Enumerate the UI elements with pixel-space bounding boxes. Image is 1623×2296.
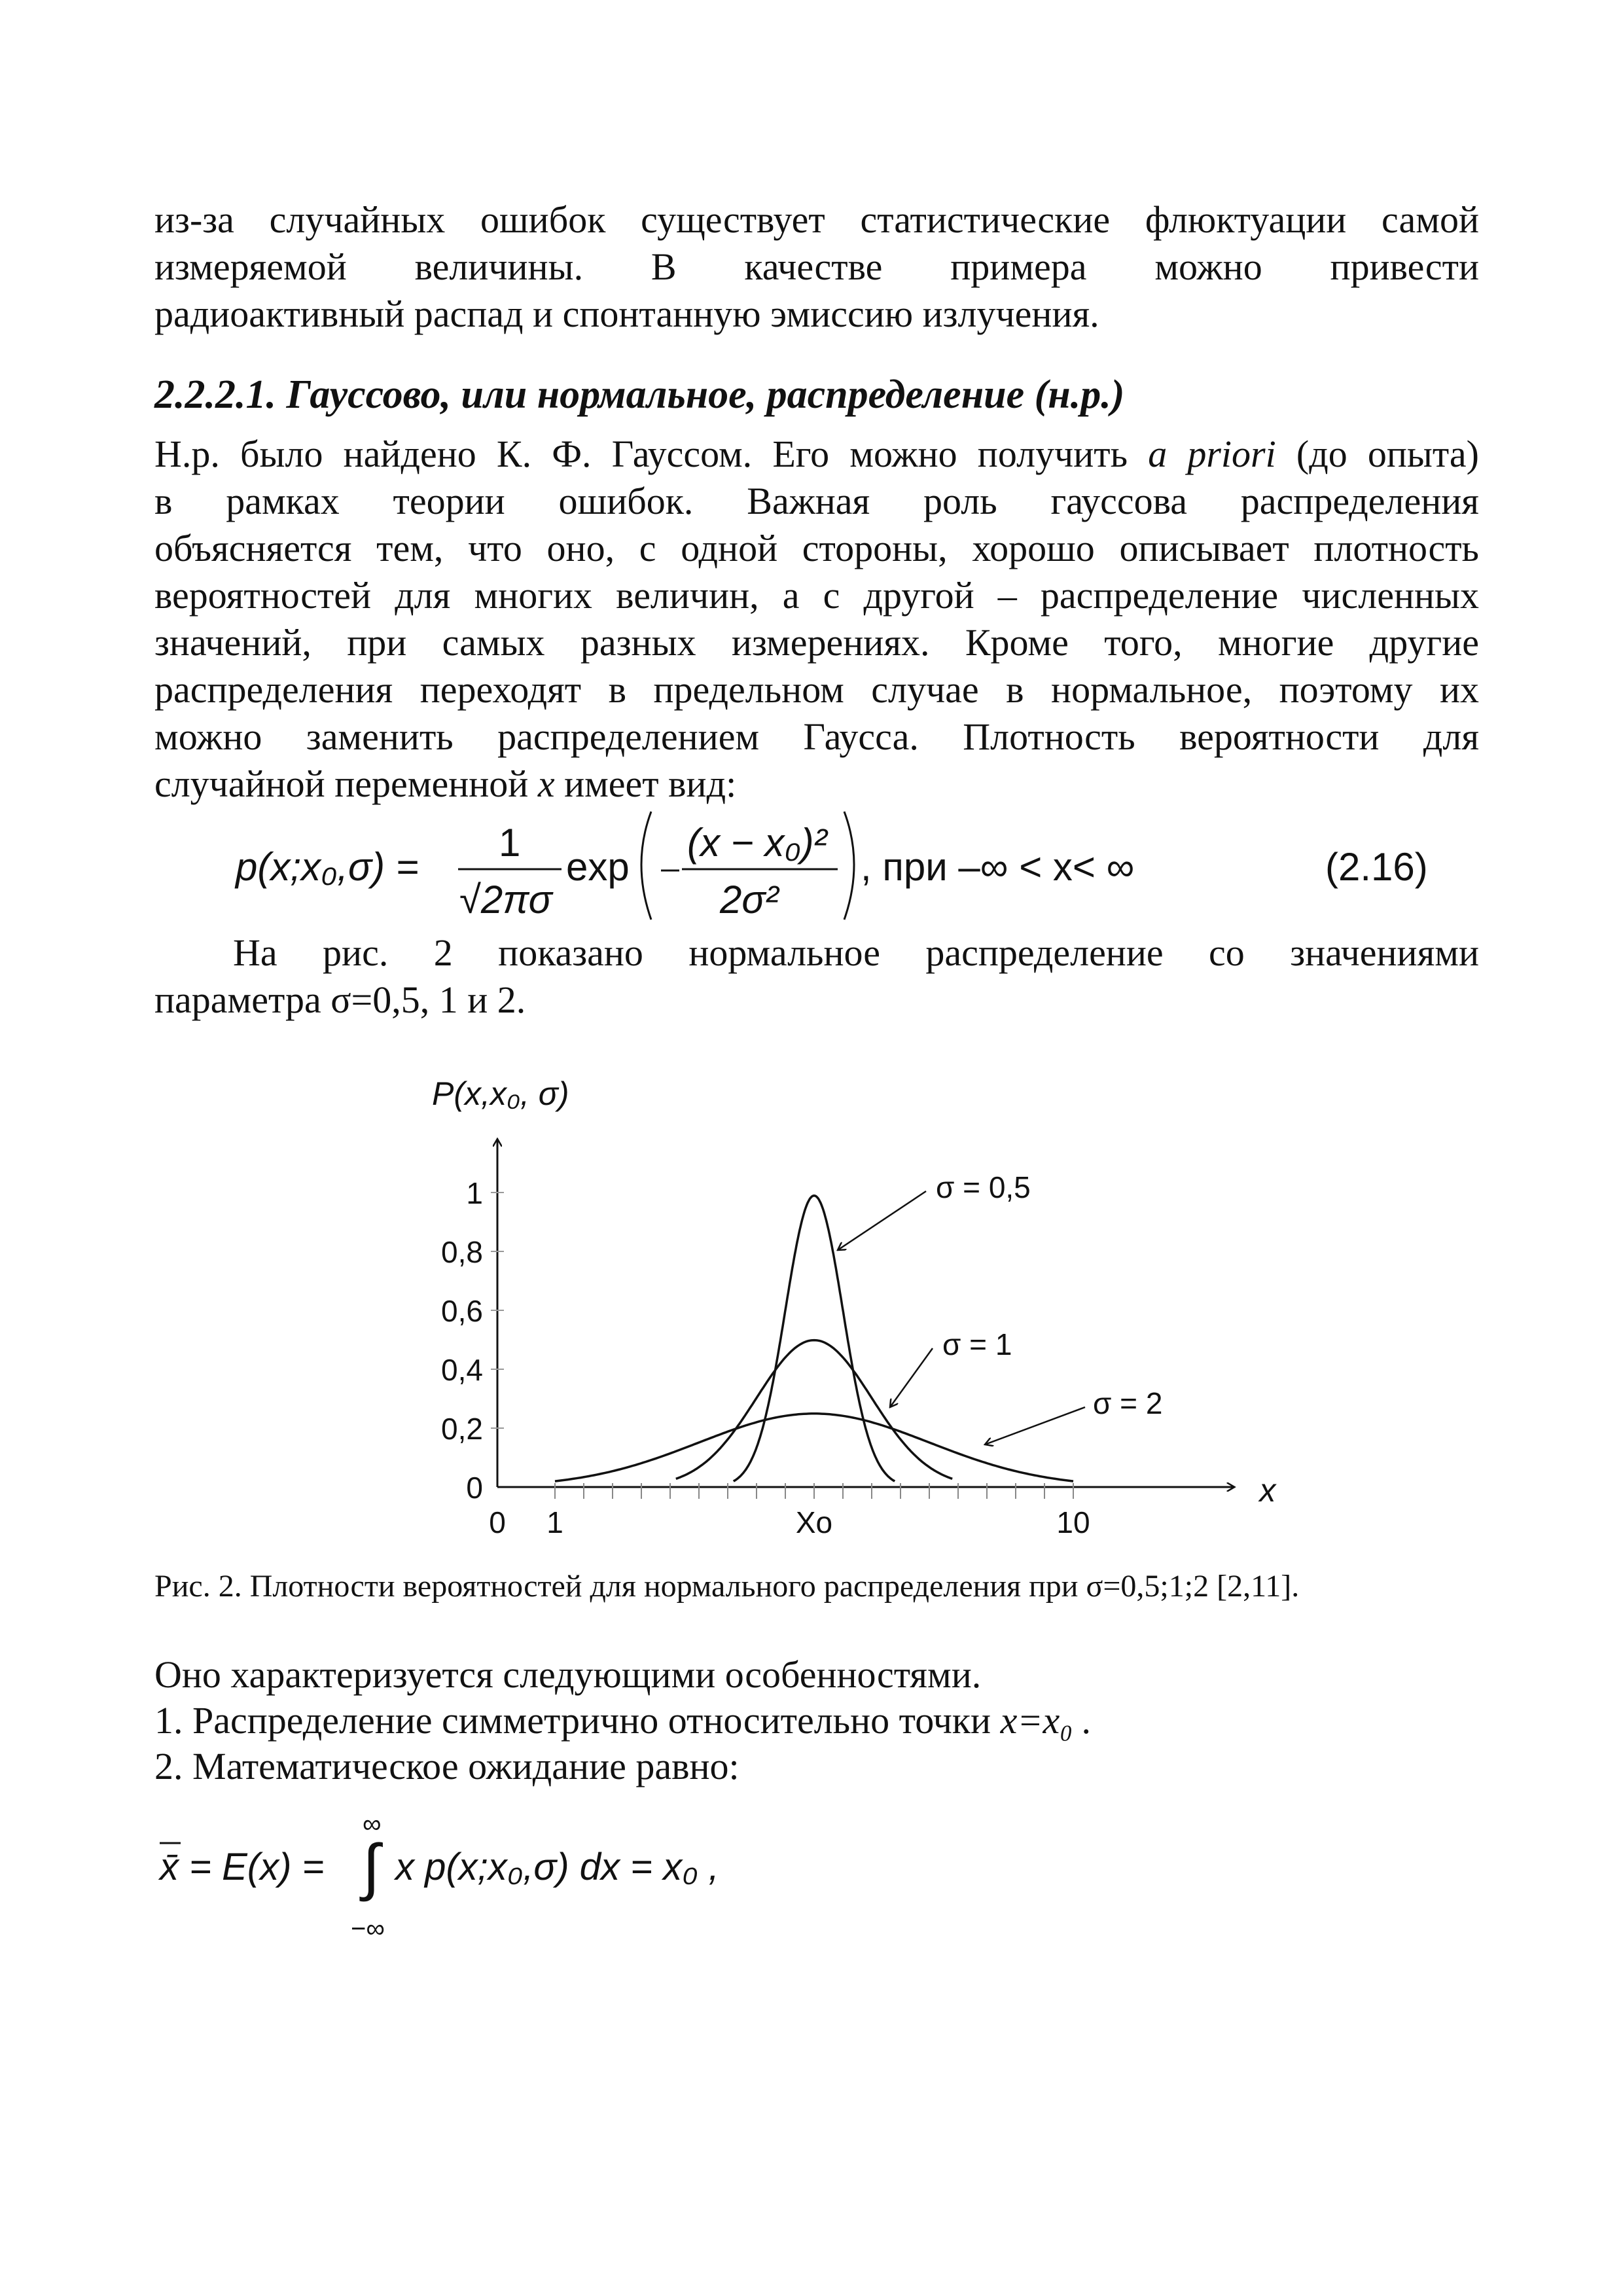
y-tick-label: 0,8 bbox=[441, 1235, 483, 1269]
annotation-label-2: σ = 2 bbox=[1093, 1386, 1163, 1420]
intro-line-3: радиоактивный распад и спонтанную эмиссию излучения. bbox=[154, 293, 1099, 335]
y-tick-label: 0,2 bbox=[441, 1412, 483, 1446]
series-line-sigma-2 bbox=[555, 1414, 1073, 1481]
apriori-text: a priori bbox=[1148, 433, 1276, 475]
figure-intro bbox=[154, 929, 1479, 1024]
formula-2-16 bbox=[216, 798, 1492, 929]
y-tick-label: 1 bbox=[466, 1176, 483, 1210]
y-tick-label: 0 bbox=[466, 1471, 483, 1505]
mean-lhs: x̄ = E(x) = bbox=[160, 1846, 325, 1888]
formula-condition: , при –∞ < x< ∞ bbox=[861, 845, 1135, 889]
section-line-8: случайной переменной x имеет вид: bbox=[154, 762, 737, 805]
y-tick-label: 0,6 bbox=[441, 1294, 483, 1328]
formula-lhs: p(x;x₀,σ) = bbox=[236, 845, 419, 889]
x-axis-label: x bbox=[1259, 1472, 1276, 1509]
y-tick-label: 0,4 bbox=[441, 1353, 483, 1387]
feature-item-2: 2. Математическое ожидание равно: bbox=[154, 1745, 740, 1787]
formula-number: (2.16) bbox=[1325, 845, 1428, 889]
x-tick-label: Xo bbox=[795, 1505, 833, 1539]
annotation-label-1: σ = 1 bbox=[942, 1327, 1012, 1361]
section-line-2: в рамках теории ошибок. Важная роль гауссова распределения bbox=[154, 480, 1479, 522]
fig-intro-line-2: параметра σ=0,5, 1 и 2. bbox=[154, 978, 526, 1021]
figure-caption: Рис. 2. Плотности вероятностей для нормального распределения при σ=0,5;1;2 [2,11]. bbox=[154, 1569, 1300, 1604]
series-line-sigma-0 bbox=[734, 1196, 895, 1481]
section-line-4: вероятностей для многих величин, а с другой – распределение численных bbox=[154, 574, 1479, 617]
formula-inner-num: (x − x₀)² bbox=[687, 821, 827, 865]
x-tick-label: 0 bbox=[489, 1505, 506, 1539]
mean-body: x p(x;x₀,σ) dx = x₀ , bbox=[395, 1846, 719, 1888]
series-line-sigma-1 bbox=[676, 1340, 952, 1479]
section-paragraph bbox=[154, 431, 1479, 808]
formula-den: √2πσ bbox=[459, 878, 552, 922]
x-tick-label: 10 bbox=[1056, 1505, 1090, 1539]
formula-inner-den: 2σ² bbox=[720, 878, 779, 922]
intro-line-2: измеряемой величины. В качестве примера можно привести bbox=[154, 245, 1479, 288]
section-line-3: объясняется тем, что оно, с одной стороны, хорошо описывает плотность bbox=[154, 527, 1479, 569]
formula-mean bbox=[154, 1806, 940, 1944]
feature-item-1-math: x=x₀ . bbox=[1000, 1699, 1092, 1742]
section-line-7: можно заменить распределением Гаусса. Плотность вероятности для bbox=[154, 715, 1479, 758]
y-axis-label: P(x,x₀, σ) bbox=[432, 1075, 569, 1112]
intro-paragraph bbox=[154, 196, 1479, 338]
section-line-1: Н.р. было найдено К. Ф. Гауссом. Его можно получить a priori (до опыта) bbox=[154, 433, 1479, 475]
mean-lower: −∞ bbox=[351, 1914, 385, 1943]
section-line-5: значений, при самых разных измерениях. Кроме того, многие другие bbox=[154, 621, 1479, 664]
fig-intro-line-1: На рис. 2 показано нормальное распределение со значениями bbox=[233, 931, 1479, 974]
features-intro: Оно характеризуется следующими особенностями. bbox=[154, 1653, 982, 1696]
mean-upper: ∞ bbox=[363, 1810, 382, 1839]
intro-line-1: из-за случайных ошибок существует статистические флюктуации самой bbox=[154, 198, 1479, 241]
feature-item-1: 1. Распределение симметрично относительно точки x=x₀ . bbox=[154, 1699, 1092, 1742]
annotation-label-0: σ = 0,5 bbox=[936, 1170, 1031, 1204]
annotation-arrow-0 bbox=[838, 1191, 926, 1250]
formula-num: 1 bbox=[499, 821, 521, 865]
annotation-arrow-2 bbox=[985, 1407, 1085, 1444]
section-heading: 2.2.2.1. Гауссово, или нормальное, распределение (н.р.) bbox=[154, 372, 1125, 417]
section-line-6: распределения переходят в предельном случае в нормальное, поэтому их bbox=[154, 668, 1479, 711]
annotation-arrow-1 bbox=[890, 1348, 933, 1407]
x-tick-label: 1 bbox=[546, 1505, 563, 1539]
formula-exp: exp bbox=[566, 845, 630, 889]
gauss-chart bbox=[393, 1067, 1309, 1564]
mean-integral: ∫ bbox=[363, 1832, 380, 1902]
